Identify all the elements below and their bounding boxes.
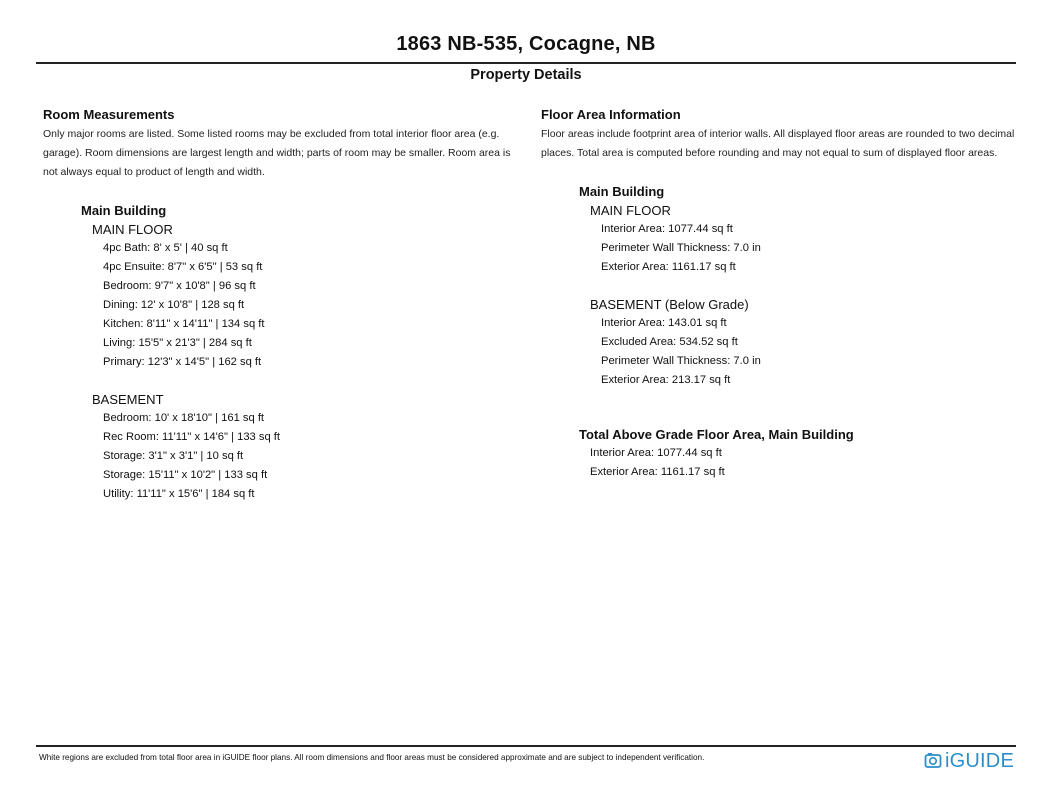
room-row: Storage: 15'11" x 10'2" | 133 sq ft: [103, 469, 268, 481]
brand-text: iGUIDE: [945, 749, 1014, 772]
area-row: Interior Area: 143.01 sq ft: [601, 317, 727, 329]
room-row: Storage: 3'1" x 3'1" | 10 sq ft: [103, 450, 244, 462]
iguide-logo-icon: [924, 752, 942, 770]
area-row: Perimeter Wall Thickness: 7.0 in: [601, 242, 761, 254]
room-building-block: [43, 201, 523, 504]
area-building-block: [541, 182, 1021, 390]
room-row: Dining: 12' x 10'8" | 128 sq ft: [103, 299, 245, 311]
room-measurements-heading: Room Measurements: [43, 107, 175, 122]
room-row: Utility: 11'11" x 15'6" | 184 sq ft: [103, 488, 255, 500]
area-row: Excluded Area: 534.52 sq ft: [601, 336, 738, 348]
area-row: Perimeter Wall Thickness: 7.0 in: [601, 355, 761, 367]
page-title: 1863 NB-535, Cocagne, NB: [396, 33, 656, 55]
floor-area-intro: Floor areas include footprint area of interior walls. All displayed floor areas are rounded to two decimal places. Total area is computed before rounding and may not equal to sum of displayed floor areas.: [541, 128, 1015, 159]
page-subtitle: Property Details: [470, 67, 582, 83]
footer-divider: [36, 745, 1016, 747]
room-row: Bedroom: 10' x 18'10" | 161 sq ft: [103, 412, 265, 424]
area-building-title: Main Building: [579, 184, 665, 199]
area-row: Exterior Area: 1161.17 sq ft: [590, 466, 725, 478]
total-area-block: [541, 425, 1021, 482]
floor-title: MAIN FLOOR: [590, 203, 671, 218]
floor-title: BASEMENT: [92, 392, 164, 407]
room-row: 4pc Bath: 8' x 5' | 40 sq ft: [103, 242, 228, 254]
room-row: Rec Room: 11'11" x 14'6" | 133 sq ft: [103, 431, 281, 443]
room-floor-main: [81, 220, 523, 372]
footer-note: White regions are excluded from total floor area in iGUIDE floor plans. All room dimensions and floor areas must be considered approximate and are subject to independent verification.: [39, 753, 705, 762]
area-floor-basement: [579, 295, 1021, 390]
area-row: Exterior Area: 213.17 sq ft: [601, 374, 731, 386]
room-building-title: Main Building: [81, 203, 167, 218]
room-row: 4pc Ensuite: 8'7" x 6'5" | 53 sq ft: [103, 261, 263, 273]
total-area-title: Total Above Grade Floor Area, Main Building: [579, 427, 854, 442]
area-row: Interior Area: 1077.44 sq ft: [590, 447, 722, 459]
area-row: Interior Area: 1077.44 sq ft: [601, 223, 733, 235]
iguide-logo: [924, 749, 1014, 773]
area-row: Exterior Area: 1161.17 sq ft: [601, 261, 736, 273]
room-measurements-section: [43, 106, 523, 504]
room-row: Primary: 12'3" x 14'5" | 162 sq ft: [103, 356, 262, 368]
room-row: Kitchen: 8'11" x 14'11" | 134 sq ft: [103, 318, 265, 330]
floor-area-heading: Floor Area Information: [541, 107, 681, 122]
area-floor-main: [579, 201, 1021, 277]
floor-title: BASEMENT (Below Grade): [590, 297, 749, 312]
room-row: Living: 15'5" x 21'3" | 284 sq ft: [103, 337, 252, 349]
room-measurements-intro: Only major rooms are listed. Some listed rooms may be excluded from total interior floor area (e.g. garage). Room dimensions are largest length and width; parts of room may be smaller. Room area is not always equal to product of length and width.: [43, 128, 511, 178]
room-floor-basement: [81, 390, 523, 504]
floor-area-section: [541, 106, 1021, 482]
room-row: Bedroom: 9'7" x 10'8" | 96 sq ft: [103, 280, 256, 292]
title-divider: [36, 62, 1016, 64]
floor-title: MAIN FLOOR: [92, 222, 173, 237]
